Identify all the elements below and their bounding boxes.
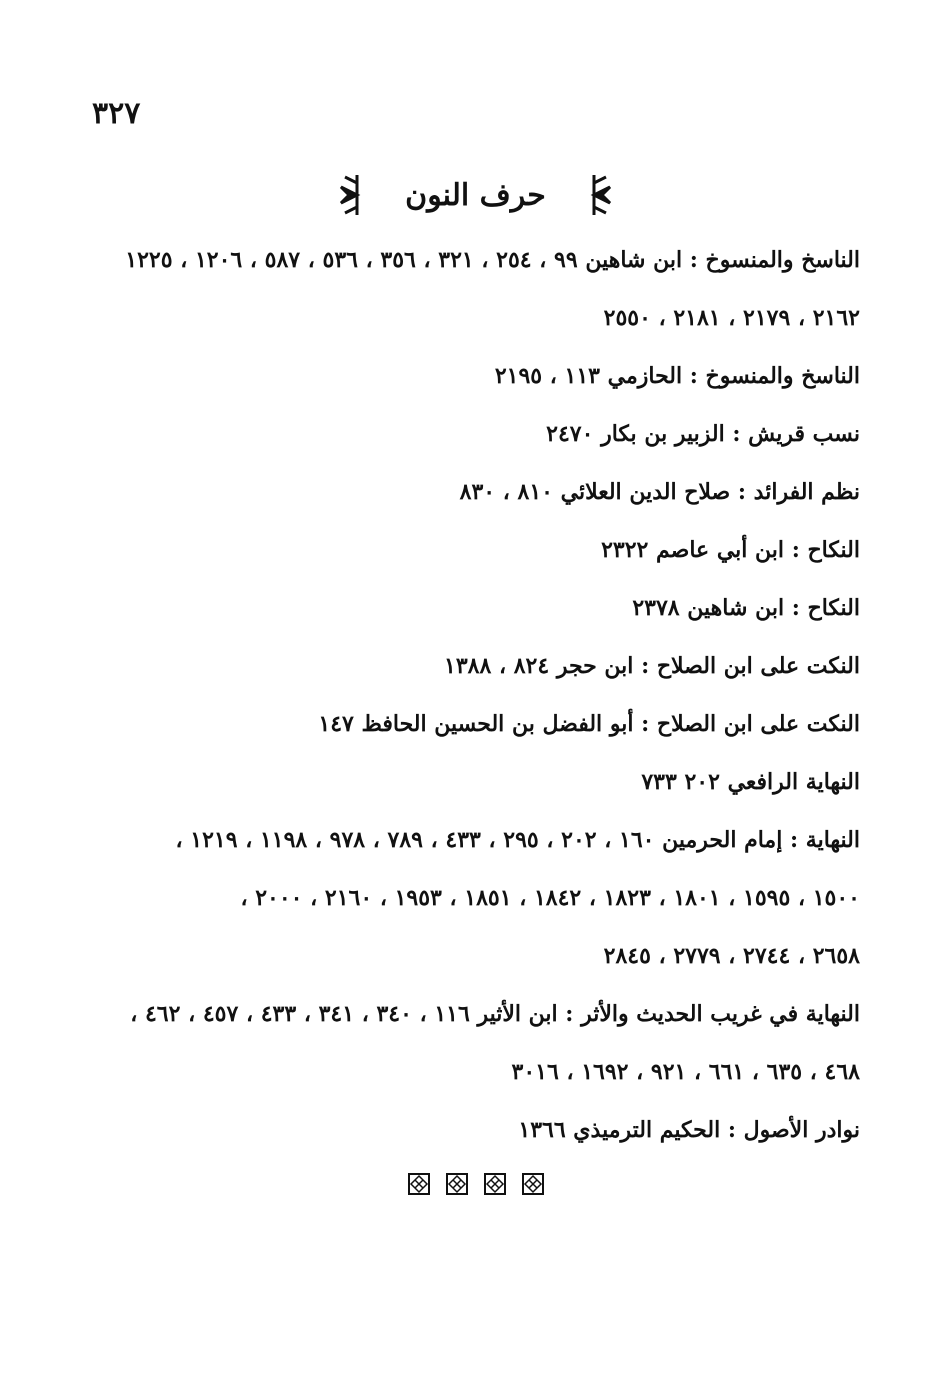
index-entry-continuation: ٤٦٨ ، ٦٣٥ ، ٦٦١ ، ٩٢١ ، ١٦٩٢ ، ٣٠١٦ bbox=[511, 1059, 860, 1085]
index-entries bbox=[85, 231, 860, 1159]
section-title: حرف النون bbox=[405, 177, 546, 213]
lattice-ornament-icon bbox=[483, 1172, 507, 1196]
index-entry-continuation: ٢١٦٢ ، ٢١٧٩ ، ٢١٨١ ، ٢٥٥٠ bbox=[603, 305, 860, 331]
section-header bbox=[0, 170, 951, 220]
index-entry: النهاية في غريب الحديث والأثر : ابن الأثير ١١٦ ، ٣٤٠ ، ٣٤١ ، ٤٣٣ ، ٤٥٧ ، ٤٦٢ ، bbox=[130, 1001, 860, 1027]
index-entry: النهاية : إمام الحرمين ١٦٠ ، ٢٠٢ ، ٢٩٥ ، ٤٣٣ ، ٧٨٩ ، ٩٧٨ ، ١١٩٨ ، ١٢١٩ ، bbox=[175, 827, 860, 853]
index-entry-continuation: ١٥٠٠ ، ١٥٩٥ ، ١٨٠١ ، ١٨٢٣ ، ١٨٤٢ ، ١٨٥١ ، ١٩٥٣ ، ٢١٦٠ ، ٢٠٠٠ ، bbox=[240, 885, 860, 911]
bracket-ornament-icon bbox=[586, 173, 616, 217]
end-ornament bbox=[0, 1172, 951, 1196]
index-entry-continuation: ٢٦٥٨ ، ٢٧٤٤ ، ٢٧٧٩ ، ٢٨٤٥ bbox=[603, 943, 860, 969]
bracket-ornament-icon bbox=[335, 173, 365, 217]
index-entry: النكت على ابن الصلاح : أبو الفضل بن الحسين الحافظ ١٤٧ bbox=[318, 711, 860, 737]
page-number: ٣٢٧ bbox=[92, 96, 141, 131]
index-entry: نوادر الأصول : الحكيم الترميذي ١٣٦٦ bbox=[518, 1117, 860, 1143]
index-entry: نظم الفرائد : صلاح الدين العلائي ٨١٠ ، ٨٣٠ bbox=[459, 479, 860, 505]
index-entry: النهاية الرافعي ٢٠٢ ٧٣٣ bbox=[641, 769, 860, 795]
index-entry: الناسخ والمنسوخ : ابن شاهين ٩٩ ، ٢٥٤ ، ٣٢١ ، ٣٥٦ ، ٥٣٦ ، ٥٨٧ ، ١٢٠٦ ، ١٢٢٥ bbox=[125, 247, 860, 273]
lattice-ornament-icon bbox=[445, 1172, 469, 1196]
index-entry: النكاح : ابن شاهين ٢٣٧٨ bbox=[632, 595, 860, 621]
lattice-ornament-icon bbox=[521, 1172, 545, 1196]
index-entry: الناسخ والمنسوخ : الحازمي ١١٣ ، ٢١٩٥ bbox=[494, 363, 860, 389]
lattice-ornament-icon bbox=[407, 1172, 431, 1196]
index-entry: النكاح : ابن أبي عاصم ٢٣٢٢ bbox=[601, 537, 860, 563]
index-entry: نسب قريش : الزبير بن بكار ٢٤٧٠ bbox=[546, 421, 860, 447]
index-entry: النكت على ابن الصلاح : ابن حجر ٨٢٤ ، ١٣٨٨ bbox=[444, 653, 860, 679]
